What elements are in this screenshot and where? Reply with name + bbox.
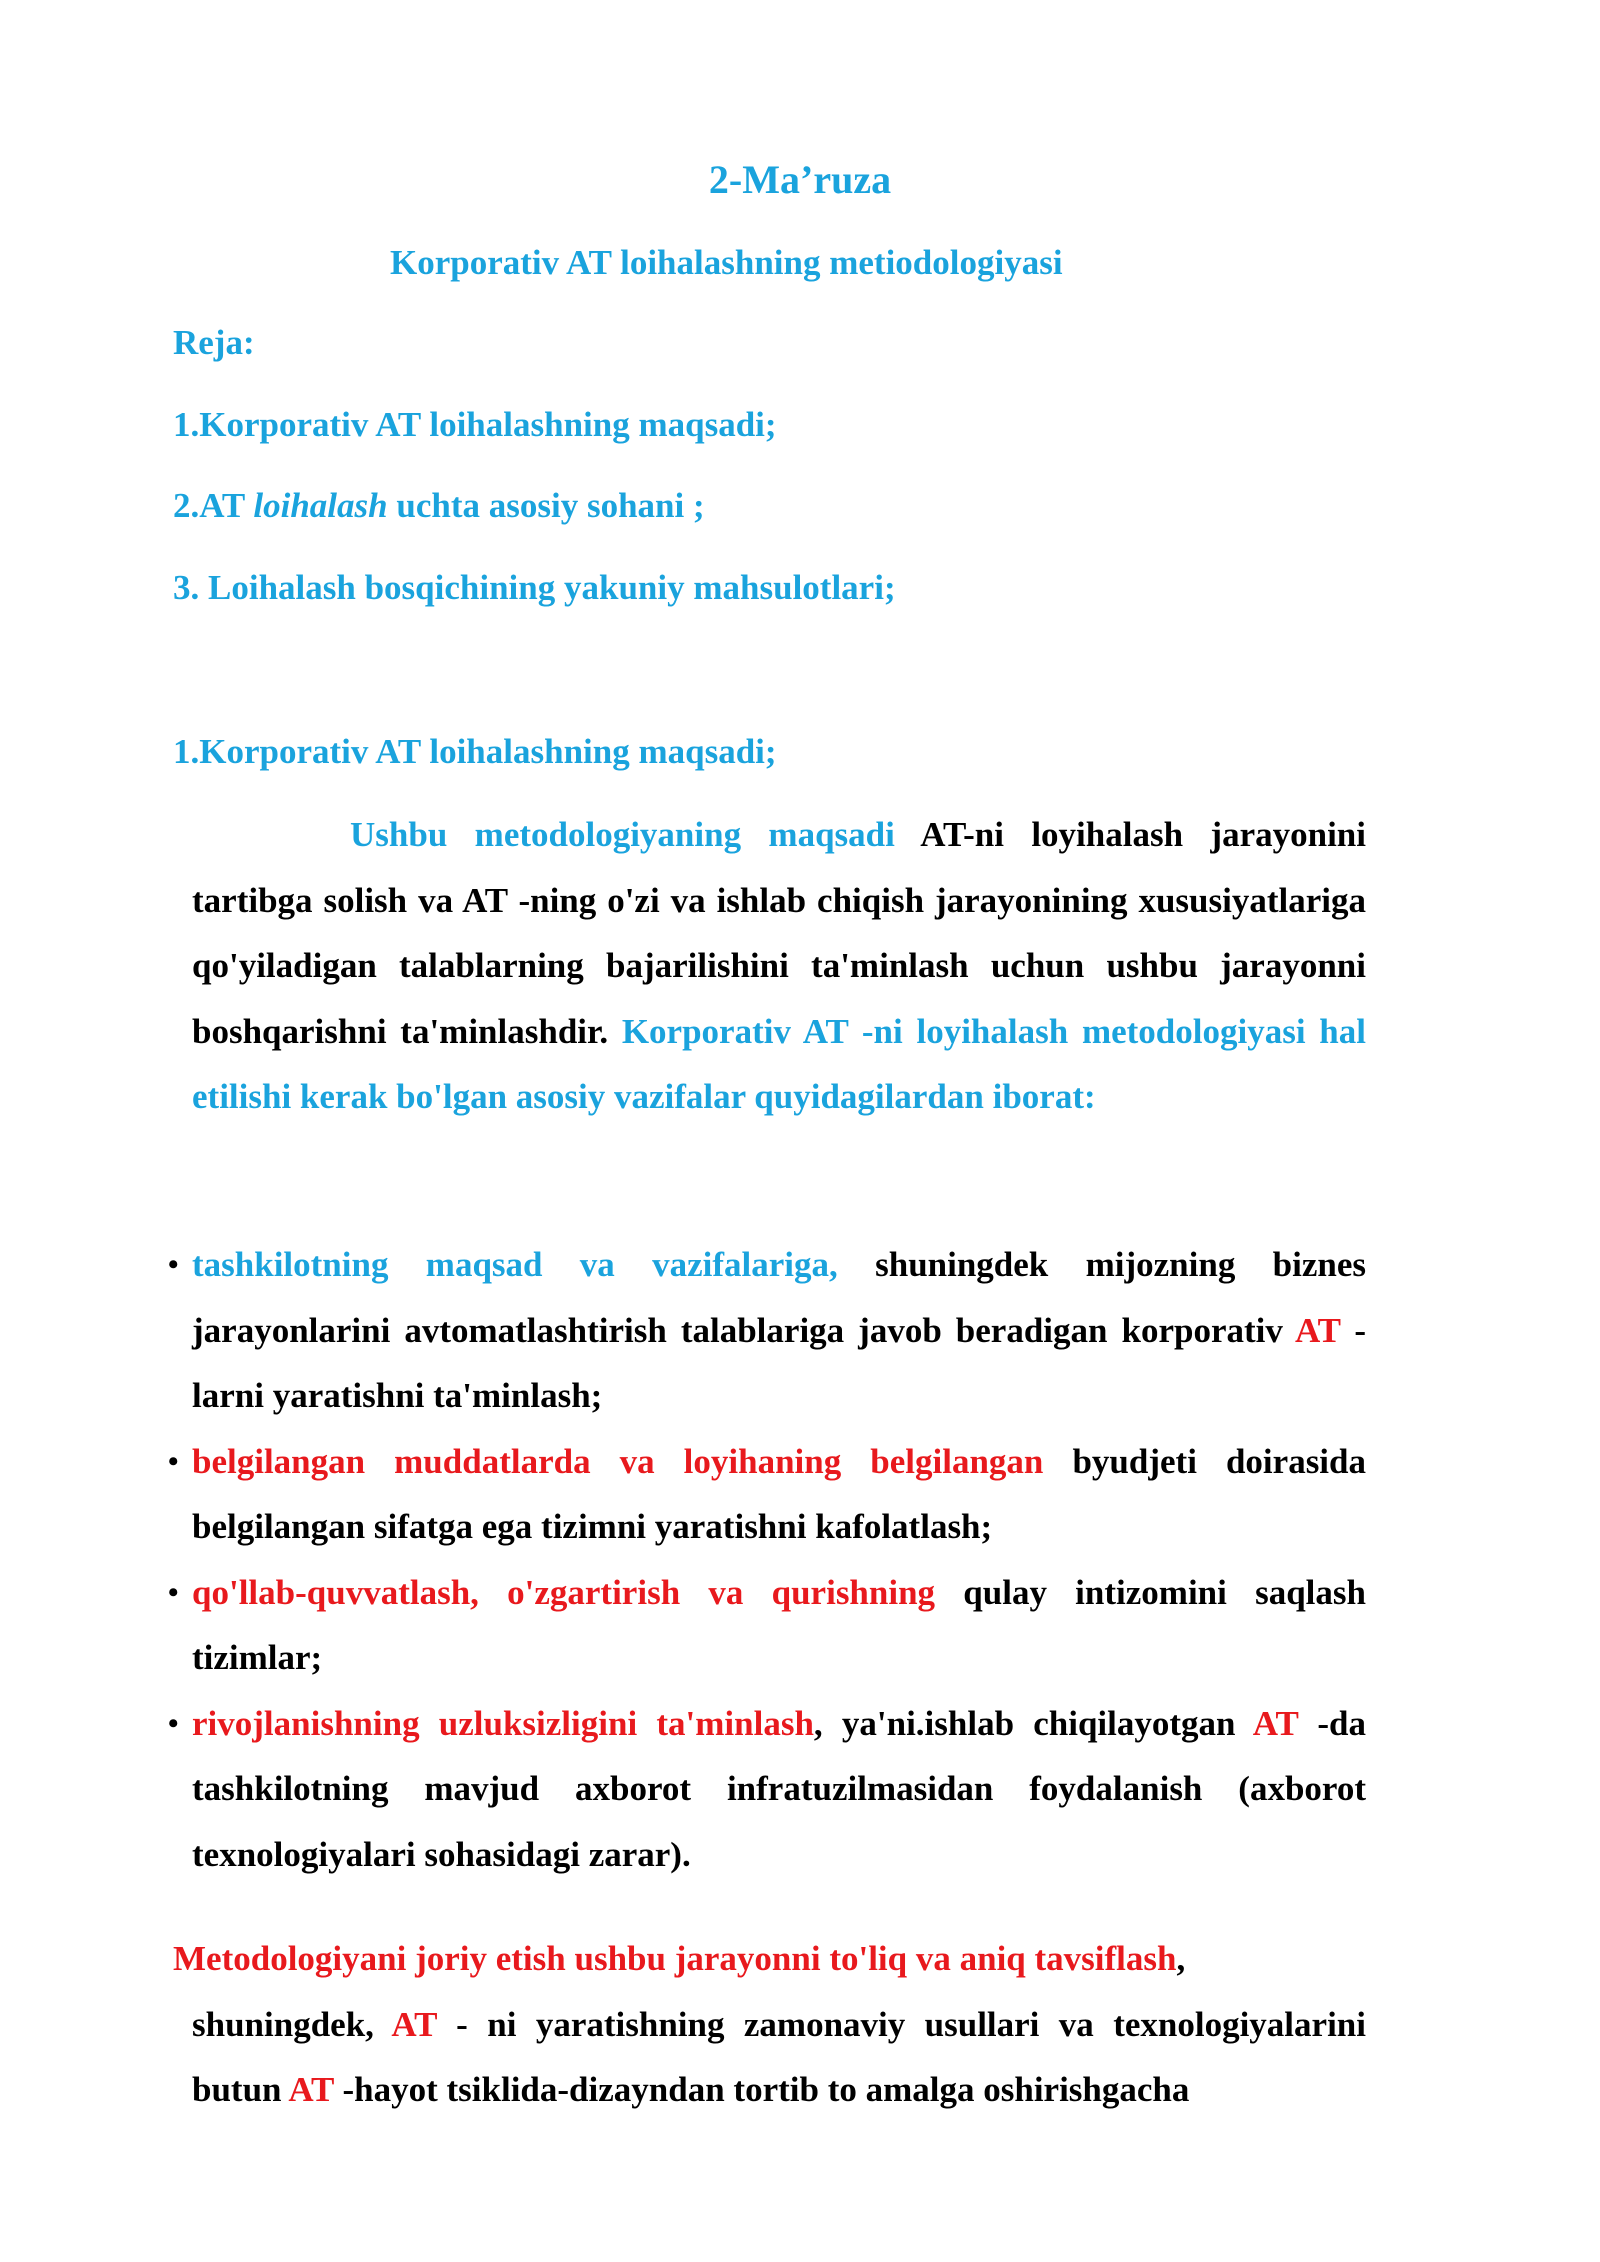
bullet-1-black-b: -larni yaratishni ta'minlash; xyxy=(192,1310,1367,1415)
paragraph-black-body: AT-ni loyihalash jarayonini tartibga solish va AT -ning o'zi va ishlab chiqish jarayonining xususiyatlariga qo'yiladigan talablarning bajarilishini ta'minlash uchun ushbu jarayonni boshqarishni ta'minlashdir. xyxy=(192,815,1366,1051)
plan-label: Reja: xyxy=(173,323,255,362)
closing-rest xyxy=(173,1992,1366,2123)
bullet-3-black: qulay intizomini saqlash tizimlar; xyxy=(192,1572,1366,1677)
plan-item-1: 1.Korporativ AT loihalashning maqsadi; xyxy=(173,405,777,444)
bullet-3-red: qo'llab-quvvatlash, o'zgartirish va qurishning xyxy=(192,1572,936,1612)
bullet-dot: • xyxy=(168,1575,179,1609)
bullet-4-black-b: -da tashkilotning mavjud axborot infratuzilmasidan foydalanish (axborot texnologiyalari sohasidagi zarar). xyxy=(192,1703,1366,1874)
closing-red-at-2: AT xyxy=(288,2070,334,2109)
closing-red-at-1: AT xyxy=(391,2004,437,2044)
plan-item-2-suffix: uchta asosiy sohani ; xyxy=(387,486,705,525)
closing-comma: , xyxy=(1176,1939,1186,1978)
closing-black-d: -hayot tsiklida-dizayndan tortib to amalga oshirishgacha xyxy=(333,2070,1190,2109)
bullet-item-4 xyxy=(168,1691,1366,1888)
closing-black-c: - ni yaratishning zamonaviy usullari va texnologiyalarini butun xyxy=(192,2004,1366,2109)
page-subtitle: Korporativ AT loihalashning metiodologiyasi xyxy=(390,243,1063,282)
closing-red-lead: Metodologiyani joriy etish ushbu jarayonni to'liq va aniq tavsiflash xyxy=(173,1939,1177,1978)
bullet-2-red: belgilangan muddatlarda va loyihaning belgilangan xyxy=(192,1441,1044,1481)
bullet-4-red: rivojlanishning uzluksizligini ta'minlash xyxy=(192,1703,814,1743)
bullet-dot: • xyxy=(168,1248,179,1281)
section-1-heading: 1.Korporativ AT loihalashning maqsadi; xyxy=(173,732,777,771)
bullet-dot: • xyxy=(168,1706,179,1740)
plan-item-2-prefix: 2.AT xyxy=(173,486,254,525)
bullet-item-1 xyxy=(168,1232,1367,1429)
plan-item-2-italic: loihalash xyxy=(253,486,388,525)
bullet-1-blue: tashkilotning maqsad va vazifalariga, xyxy=(192,1245,838,1284)
section-1-paragraph xyxy=(192,802,1366,1130)
bullet-4-black-a: , ya'ni.ishlab chiqilayotgan xyxy=(813,1703,1253,1743)
closing-black-b: shuningdek, xyxy=(192,2004,392,2044)
page-title: 2-Ma’ruza xyxy=(708,157,892,202)
bullet-item-3 xyxy=(168,1560,1366,1691)
plan-item-3: 3. Loihalash bosqichining yakuniy mahsulotlari; xyxy=(173,568,896,607)
closing-paragraph xyxy=(173,1926,1366,2123)
bullet-dot: • xyxy=(168,1444,179,1478)
bullet-2-black: byudjeti doirasida belgilangan sifatga ega tizimni yaratishni kafolatlash; xyxy=(192,1441,1366,1546)
bullet-4-red-at: AT xyxy=(1252,1703,1299,1743)
paragraph-blue-tail: Korporativ AT -ni loyihalash metodologiyasi hal etilishi kerak bo'lgan asosiy vazifalar quyidagilardan iborat: xyxy=(192,1011,1366,1116)
bullet-1-red: AT xyxy=(1294,1310,1341,1350)
task-bullet-list xyxy=(168,1232,1367,1887)
plan-item-2 xyxy=(173,481,705,531)
paragraph-blue-lead: Ushbu metodologiyaning maqsadi xyxy=(350,815,895,854)
bullet-item-2 xyxy=(168,1429,1366,1560)
bullet-1-black-a: shuningdek mijozning biznes jarayonlarini avtomatlashtirish talablariga javob beradigan korporativ xyxy=(192,1245,1366,1350)
